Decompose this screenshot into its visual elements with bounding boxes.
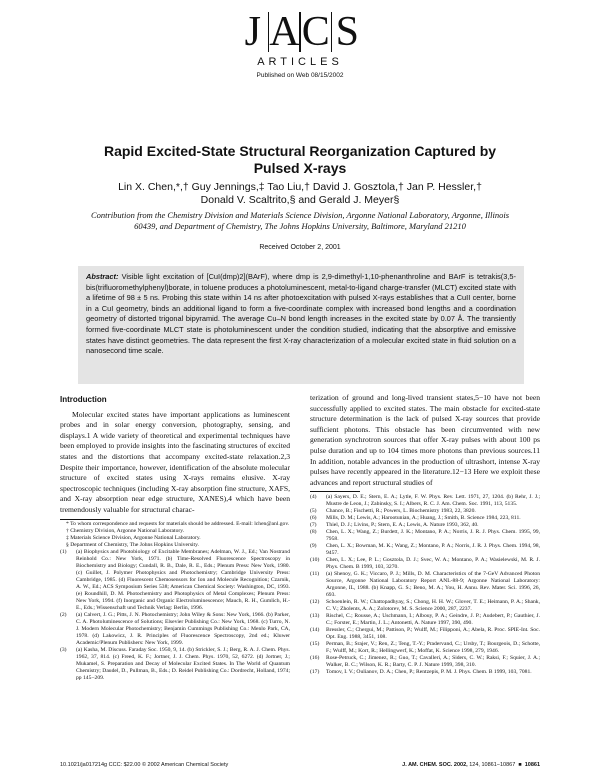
reference-text: (a) Shenoy, G. K.; Viccaro, P. J.; Mills, D. M. Characteristics of the 7-GeV Advanced Photon Source, Argonne National Laboratory Report ANL-88-9; Argonne National Laboratory: Argonne, IL, 1988. (b) Knapp, G. S.; Beno, M. A.; You, H. Annu. Rev. Mater. Sci. 1996, 26, 693.: [326, 570, 540, 598]
reference-item: [60, 647, 290, 682]
reference-item: [310, 515, 540, 522]
reference-item: [310, 669, 540, 676]
authors-line-2: Donald V. Scaltrito,§ and Gerald J. Meyer§: [200, 194, 400, 206]
references-left: [60, 549, 290, 682]
logo-letter-a: A: [269, 9, 300, 55]
reference-number: (17): [310, 668, 320, 675]
doi-copyright: 10.1021/ja017214g CCC: $22.00 © 2002 American Chemical Society: [60, 762, 229, 768]
footnote-divider: [60, 519, 110, 520]
received-date: Received October 2, 2001: [259, 244, 341, 251]
journal-name: J. AM. CHEM. SOC. 2002,: [402, 762, 468, 768]
reference-number: (13): [310, 612, 320, 619]
logo-letter-s: S: [335, 9, 359, 55]
jacs-logo: [238, 10, 363, 54]
section-heading: Introduction: [60, 395, 107, 404]
reference-number: (12): [310, 598, 320, 605]
published-date: Published on Web 08/15/2002: [256, 72, 344, 79]
reference-item: [310, 557, 540, 571]
affiliation: Contribution from the Chemistry Division and Materials Science Division, Argonne National Laboratory, Argonne, Illinois 60439, and Department of Chemistry, The Johns Hopkins University, Baltimore, Maryland 21210: [90, 210, 510, 231]
reference-item: [310, 522, 540, 529]
reference-text: Schoenlein, R. W.; Chattopadhyay, S.; Chong, H. H. W.; Glover, T. E.; Heimann, P. A.; Shank, C. V.; Zholents, A. A.; Zolotorev, M. S. Science 2000, 287, 2237.: [326, 598, 540, 612]
intro-paragraph-continued: terization of ground and long-lived transient states,5−10 have not been successfully applied to excited states. The main obstacle for excited-state structure determination is the lack of pulsed X-ray sources that provide sufficient photons. This obstacle has been circumvented with new generation synchrotron sources that offer X-ray pulses with about 100 ps pulse duration and up to 104 times more photons than previous sources.11 In addition, notable advances in the production of ultrashort, intense X-ray pulses have recently appeared in the literature.12−13 Here we exploit these advances and report structural studies of: [310, 393, 540, 487]
reference-item: [310, 543, 540, 557]
reference-number: (3): [60, 647, 67, 654]
reference-text: (a) Biophysics and Photobiology of Excitable Membranes; Adelman, W. J., Ed.; Van Nostrand Reinhold Co.: New York, 1971. (b) Time-Resolved Fluorescence Spectroscopy in Biochemistry and Biology; Cundall, R. B., Dale, R. E., Eds.; Plenum Press: New York, 1980. (c) Guillet, J. Polymer Photophysics and Photochemistry; Cambridge University Press: Cambridge, 1985. (d) Fluorescent Chemosensors for Ion and Molecule Recognition; Czarnik, A. W., Ed.; ACS Symposium Series 538; American Chemical Society: Washington, DC, 1993. (e) Roundhill, D. M. Photochemistry and Photophysics of Metal Complexes; Plenum Press: New York, 1994. (f) Inorganic and Organic Electroluminescence; Mauch, R. H., Gumlich, H.-E., Eds.; Wissenschaft und Technik Verlag: Berlin, 1996.: [76, 549, 290, 612]
reference-number: (6): [310, 514, 317, 521]
reference-text: Bressler, C.; Chergui, M.; Pattison, P.; Wulff, M.; Filipponi, A.; Abela, R. Proc. SPIE-Int. Soc. Opt. Eng. 1988, 3451, 108.: [326, 626, 540, 640]
reference-number: (2): [60, 612, 67, 619]
reference-item: [310, 613, 540, 627]
references-divider: [310, 491, 360, 492]
reference-text: Rischel, C.; Rousse, A.; Uschmann, I.; Albouy, P. A.; Geindre, J. P.; Audebert, P.; Gauthier, J. C.; Forster, E.; Martin, J. L.; Antonetti, A. Nature 1997, 390, 490.: [326, 612, 540, 626]
references-right: [310, 494, 540, 676]
abstract-box: [78, 266, 524, 384]
article-title: Rapid Excited-State Structural Reorganization Captured by Pulsed X-rays: [103, 143, 497, 176]
reference-item: [310, 599, 540, 613]
reference-text: Rose-Petruck, C.; Jimenez, R.; Guo, T.; Cavalleri, A.; Siders, C. W.; Raksi, F.; Squier, J. A.; Walker, B. C.; Wilson, K. R.; Barty, C. P. J. Nature 1999, 398, 310.: [326, 654, 540, 668]
reference-item: [310, 655, 540, 669]
reference-item: [310, 571, 540, 599]
reference-text: Thiel, D. J.; Livins, P.; Stern, E. A.; Lewis, A. Nature 1993, 362, 40.: [326, 521, 479, 528]
journal-masthead: [0, 10, 600, 79]
section-label: ARTICLES: [257, 56, 343, 68]
reference-number: (4): [310, 493, 317, 500]
page-number: 10861: [524, 762, 540, 768]
abstract-label: Abstract:: [86, 272, 119, 281]
reference-number: (10): [310, 556, 320, 563]
reference-item: [310, 494, 540, 508]
reference-text: Chen, L. X.; Wang, Z.; Burdett, J. K.; Montano, P. A.; Norris, J. R. J. Phys. Chem. 1995, 99, 7958.: [326, 528, 540, 542]
reference-text: Chen, L. X.; Lee, P. L.; Gosztola, D. J.; Svec, W. A.; Montano, P. A.; Wasielewski, M. R. J. Phys. Chem. B 1999, 103, 3270.: [326, 556, 540, 570]
reference-number: (9): [310, 542, 317, 549]
left-column: [60, 393, 290, 682]
footnotes: [60, 521, 290, 549]
footnote-dagger: † Chemistry Division, Argonne National Laboratory.: [66, 528, 185, 535]
reference-item: [310, 641, 540, 655]
reference-text: Chance, B.; Fischetti, R.; Powers, L. Biochemistry 1983, 22, 3820.: [326, 507, 476, 514]
logo-letter-j: J: [244, 9, 261, 55]
reference-text: Perman, B.; Srajer, V.; Ren, Z.; Teng, T.-Y.; Pradervand, C.; Ursby, T.; Bourgeois, D.; Schotte, F.; Wulff, M.; Kort, R.; Hellingwerf, K.; Moffat, K. Science 1998, 279, 1946.: [326, 640, 540, 654]
reference-number: (7): [310, 521, 317, 528]
reference-item: [60, 612, 290, 647]
reference-number: (8): [310, 528, 317, 535]
reference-text: Chen, L. X.; Bowman, M. K.; Wang, Z.; Montano, P. A.; Norris, J. R. J. Phys. Chem. 1994, 98, 9457.: [326, 542, 540, 556]
reference-text: (a) Sayers, D. E.; Stern, E. A.; Lytle, F. W. Phys. Rev. Lett. 1971, 27, 1204. (b) Rehr, J. J.; Mustre de Leon, J.; Zabinsky, S. I.; Albers, R. C. J. Am. Chem. Soc. 1991, 113, 5135.: [326, 493, 540, 507]
reference-text: (a) Kasha, M. Discuss. Faraday Soc. 1950, 9, 14. (b) Strickler, S. J.; Berg, R. A. J. Chem. Phys. 1962, 37, 814. (c) Freed, K. F.; Jortner, J. J. Chem. Phys. 1970, 52, 6272. (d) Jortner, J.; Mukamel, S. Preparation and Decay of Molecular Excited States. In The World of Quantum Chemistry; Daudel, D., Pullman, B., Eds.; D. Reidel Publishing Co.: Dordrecht, Holland, 1974; pp 145−209.: [76, 647, 290, 682]
reference-number: (15): [310, 640, 320, 647]
journal-citation: J. AM. CHEM. SOC. 2002, 124, 10861−10867 ■ 10861: [402, 762, 540, 768]
reference-item: [310, 529, 540, 543]
intro-paragraph-1: Molecular excited states have important applications as luminescent probes and in solar energy conversion, photography, sensing, and displays.1 A wide variety of theoretical and experimental techniques have been employed to provide insights into the fascinating structures of excited states and the distortions that accompany excited-state relaxation.2,3 Despite their importance, however, identification of the absolute molecular structure of excited states using X-rays remains elusive. X-ray spectroscopic techniques (including X-ray absorption fine structure, XAFS, and X-ray absorption near edge structure, XANES),4 which have been tremendously valuable for structural charac-: [60, 409, 290, 514]
footnote-section: § Department of Chemistry, The Johns Hopkins University.: [66, 542, 199, 549]
page-footer: [60, 762, 540, 772]
reference-text: Tomov, I. V.; Oulianov, D. A.; Chen, P.; Rentzepis, P. M. J. Phys. Chem. B 1999, 103, 7081.: [326, 668, 532, 675]
reference-number: (5): [310, 507, 317, 514]
author-list: [60, 181, 540, 207]
right-column: [310, 393, 540, 676]
reference-item: [310, 627, 540, 641]
reference-item: [60, 549, 290, 612]
reference-number: (11): [310, 570, 320, 577]
footnote-double-dagger: ‡ Materials Science Division, Argonne National Laboratory.: [66, 535, 201, 542]
reference-number: (14): [310, 626, 320, 633]
reference-number: (16): [310, 654, 320, 661]
abstract-text: Visible light excitation of [CuI(dmp)2](BArF), where dmp is 2,9-dimethyl-1,10-phenanthroline and BArF is tetrakis(3,5-bis(trifluoromethylphenyl)borate, in toluene produces a photoluminescent, metal-to-ligand charge-transfer (MLCT) excited state with a lifetime of 98 ± 5 ns. Probing this state within 14 ns after photoexcitation with pulsed X-rays establishes that a CuII center, borne in a CuI geometry, binds an additional ligand to form a five-coordinate complex with increased bond lengths and a coordination geometry of distorted trigonal bipyramid. The average Cu–N bond length increases in the excited state by 0.07 Å. The transiently formed five-coordinate MLCT state is photoluminescent under the condition studied, indicating that the absorptive and emissive states have distinct geometries. The data represent the first X-ray characterization of a molecular excited state in fluid solution on a nanosecond time scale.: [86, 272, 516, 356]
reference-text: (a) Calvert, J. G.; Pitts, J. N. Photochemistry; John Wiley & Sons: New York, 1966. (b) Parker, C. A. Photoluminescence of Solutions; Elsevier Publishing Co.: New York, 1968. (c) Turro, N. J. Modern Molecular Photochemistry; Benjamin Cummings Publishing Co.: Menlo Park, CA, 1978. (d) Lakowicz, J. R. Principles of Fluorescence Spectroscopy, 2nd ed.; Kluwer Academic/Plenum Publishers: New York, 1999.: [76, 612, 290, 647]
authors-line-1: Lin X. Chen,*,† Guy Jennings,‡ Tao Liu,† David J. Gosztola,† Jan P. Hessler,†: [118, 181, 482, 193]
footnote-correspondence: * To whom correspondence and requests for materials should be addressed. E-mail: lchen@anl.gov.: [66, 521, 290, 528]
reference-item: [310, 508, 540, 515]
journal-volume: 124,: [469, 762, 480, 768]
reference-text: Mills, D. M.; Lewis, A.; Harootunian, A.; Huang, J.; Smith, B. Science 1984, 223, 811.: [326, 514, 521, 521]
reference-number: (1): [60, 549, 67, 556]
logo-letter-c: C: [301, 9, 330, 55]
page-range: 10861−10867: [481, 762, 516, 768]
